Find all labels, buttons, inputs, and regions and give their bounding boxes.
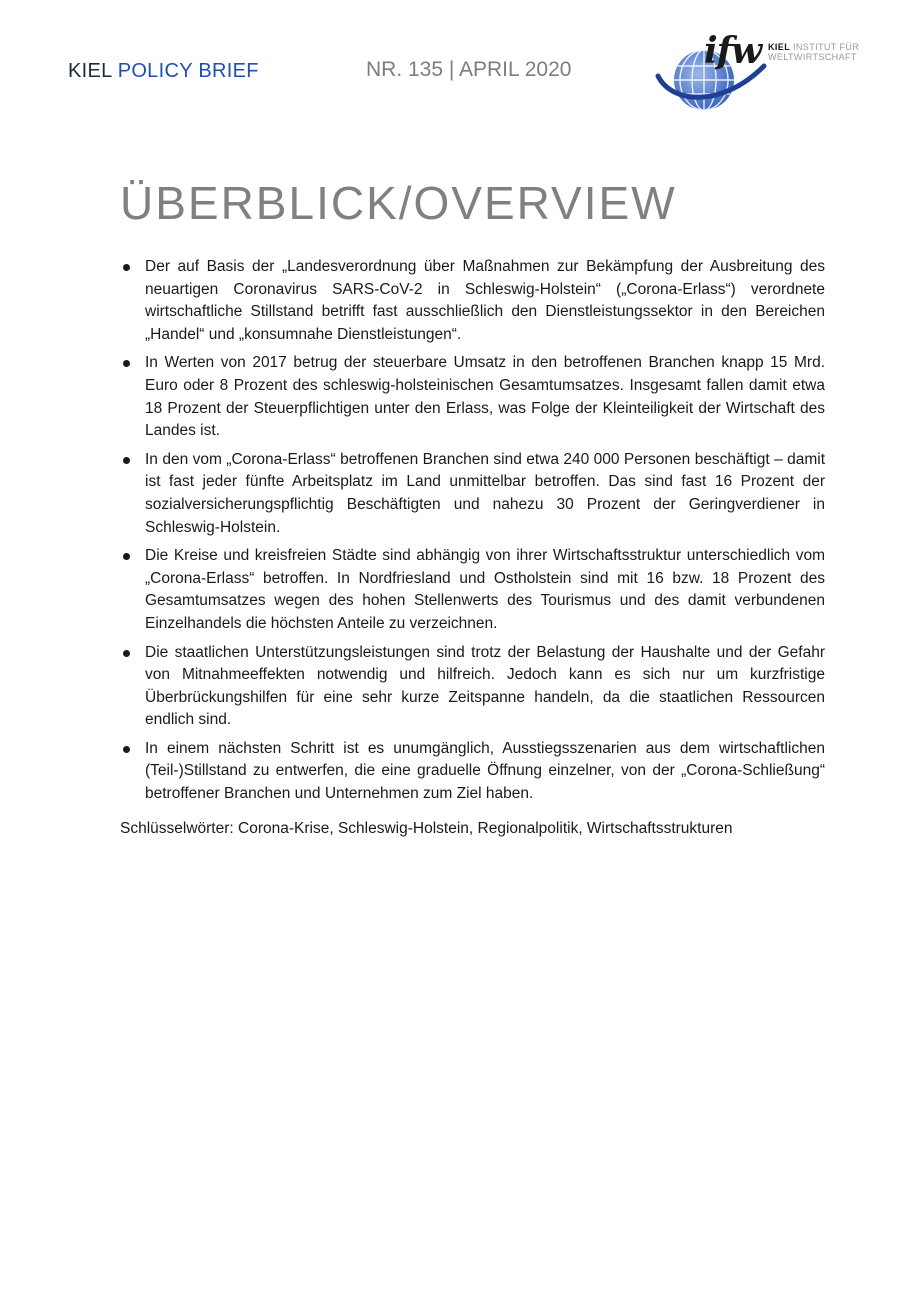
publication-series xyxy=(68,60,259,83)
institute-line2: WELTWIRTSCHAFT xyxy=(768,52,857,62)
keywords xyxy=(120,818,840,840)
bullet-item: Der auf Basis der „Landesverordnung über Maßnahmen zur Bekämpfung der Ausbreitung des neuartigen Coronavirus SARS-CoV-2 in Schleswig-Holstein“ („Corona-Erlass“) verordnete wirtschaftliche Stillstand betrifft fast ausschließlich den Dienstleistungssektor in den Bereichen „Handel“ und „konsumnahe Dienstleistungen“. xyxy=(120,256,825,346)
bullet-item: Die Kreise und kreisfreien Städte sind abhängig von ihrer Wirtschaftsstruktur unterschiedlich vom „Corona-Erlass“ betroffen. In Nordfriesland und Ostholstein sind mit 16 bzw. 18 Prozent des Gesamtumsatzes wegen des hohen Stellenwerts des Tourismus und des damit verbundenen Einzelhandels die höchsten Anteile zu verzeichnen. xyxy=(120,545,825,635)
keywords-text: Corona-Krise, Schleswig-Holstein, Regionalpolitik, Wirtschaftsstrukturen xyxy=(233,820,733,837)
brand-policy-brief: POLICY BRIEF xyxy=(117,60,259,82)
brand-kiel: KIEL xyxy=(68,60,118,82)
bullet-item: In den vom „Corona-Erlass“ betroffenen Branchen sind etwa 240 000 Personen beschäftigt – damit ist fast jeder fünfte Arbeitsplatz im Land unmittelbar betroffen. Das sind fast 16 Prozent der sozialversicherungspflichtig Beschäftigten und nahezu 30 Prozent der Geringverdiener in Schleswig-Holstein. xyxy=(120,449,825,539)
issue-number-date: NR. 135 | APRIL 2020 xyxy=(366,58,572,81)
bullet-item: Die staatlichen Unterstützungsleistungen sind trotz der Belastung der Haushalte und der Gefahr von Mitnahmeeffekten notwendig und hilfreich. Jedoch kann es sich nur um kurzfristige Überbrückungshilfen für eine sehr kurze Zeitspanne handeln, da die staatlichen Ressourcen endlich sind. xyxy=(120,642,825,732)
keywords-label: Schlüsselwörter: xyxy=(120,820,234,837)
ifw-wordmark: ifw xyxy=(704,30,762,72)
institute-line1: INSTITUT FÜR xyxy=(790,42,860,52)
ifw-logo xyxy=(652,26,882,116)
bullet-item: In Werten von 2017 betrug der steuerbare Umsatz in den betroffenen Branchen knapp 15 Mrd. Euro oder 8 Prozent des schleswig-holsteinischen Gesamtumsatzes. Insgesamt fallen damit etwa 18 Prozent der Steuerpflichtigen unter den Erlass, was Folge der Kleinteiligkeit der Wirtschaft des Landes ist. xyxy=(120,352,825,442)
institute-name xyxy=(768,42,859,62)
overview-bullet-list xyxy=(120,256,825,812)
bullet-item: In einem nächsten Schritt ist es unumgänglich, Ausstiegsszenarien aus dem wirtschaftlichen (Teil-)Stillstand zu entwerfen, die eine graduelle Öffnung einzelner, von der „Corona-Schließung“ betroffener Branchen und Unternehmen zum Ziel haben. xyxy=(120,738,825,806)
page-title: ÜBERBLICK/OVERVIEW xyxy=(120,177,677,229)
institute-kiel: KIEL xyxy=(768,42,791,52)
